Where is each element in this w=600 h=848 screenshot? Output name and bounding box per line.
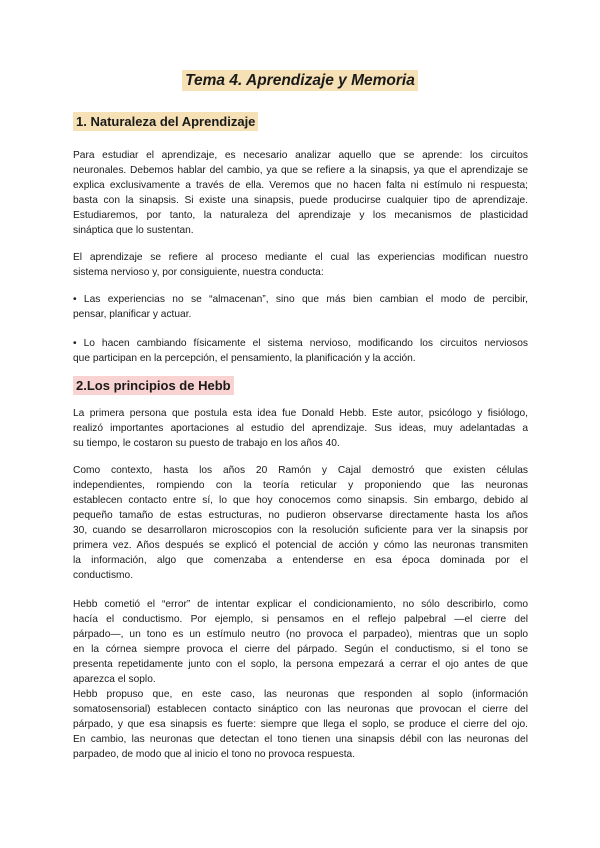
text-line: párpado—, un tono es un estímulo neutro (no provoca el parpadeo), mientras que un soplo (73, 629, 528, 640)
text-line: parpadeo, de modo que al inicio el tono no provoca respuesta. (73, 749, 356, 760)
bullet-item-1 (73, 292, 528, 322)
text-line: presenta repetidamente junto con el soplo, la persona empezará a cerrar el ojo antes de que (73, 659, 528, 670)
text-line: realizó importantes aportaciones al estudio del aprendizaje. Sus ideas, muy adelantadas a (73, 423, 528, 434)
text-line: Hebb cometió el “error” de intentar explicar el condicionamiento, no sólo describirlo, como (73, 599, 528, 610)
text-line: aparezca el soplo. (73, 674, 156, 685)
bullet-item-2 (73, 336, 528, 366)
text-line: en la córnea siempre provoca el cierre del párpado. Según el conductismo, si el tono se (73, 644, 528, 655)
text-line: basta con la sinapsis. Si existe una sinapsis, puede producirse cualquier tipo de aprendizaje. (73, 195, 528, 206)
text-line: neuronales. Debemos hablar del cambio, ya que se refiere a la sinapsis, ya que el aprendizaje se (73, 165, 528, 176)
text-line: somatosensorial) establecen contacto sináptico con las neuronas que provocan el cierre del (73, 704, 528, 715)
text-line: la información, algo que comenzaba a entenderse en esa época dominada por el (73, 555, 528, 566)
text-line: El aprendizaje se refiere al proceso mediante el cual las experiencias modifican nuestro (73, 252, 528, 263)
text-line: que participan en la percepción, el pensamiento, la planificación y la acción. (73, 353, 416, 364)
text-line: Estudiaremos, por tanto, la naturaleza del aprendizaje y los mecanismos de plasticidad (73, 210, 528, 221)
text-line: sistema nervioso y, por consiguiente, nuestra conducta: (73, 267, 324, 278)
text-line: pensar, planificar y actuar. (73, 309, 192, 320)
title-container (0, 70, 600, 91)
text-line: • Lo hacen cambiando físicamente el sistema nervioso, modificando los circuitos nerviosos (73, 338, 528, 349)
text-line: Hebb propuso que, en este caso, las neuronas que responden al soplo (información (73, 689, 528, 700)
section-heading-2: 2.Los principios de Hebb (73, 376, 234, 395)
paragraph-1-2 (73, 250, 528, 280)
text-line: Para estudiar el aprendizaje, es necesario analizar aquello que se aprende: los circuitos (73, 150, 528, 161)
text-line: primera vez. Años después se explicó el potencial de acción y cómo las neuronas transmiten (73, 540, 528, 551)
page-title: Tema 4. Aprendizaje y Memoria (182, 70, 418, 91)
text-line: establecen contacto entre sí, lo que hoy conocemos como sinapsis. Sin embargo, debido al (73, 495, 528, 506)
text-line: sináptica que lo sustentan. (73, 225, 194, 236)
paragraph-2-4 (73, 687, 528, 762)
text-line: pequeño tamaño de estas estructuras, no pudieron observarse directamente hasta los años (73, 510, 528, 521)
text-line: Como contexto, hasta los años 20 Ramón y Cajal demostró que existen células (73, 465, 528, 476)
text-line: La primera persona que postula esta idea fue Donald Hebb. Este autor, psicólogo y fisiólogo, (73, 408, 528, 419)
paragraph-2-2 (73, 463, 528, 583)
paragraph-2-3 (73, 597, 528, 687)
section-heading-1: 1. Naturaleza del Aprendizaje (73, 112, 258, 131)
text-line: • Las experiencias no se “almacenan”, sino que más bien cambian el modo de percibir, (73, 294, 528, 305)
text-line: hacía el conductismo. Por ejemplo, si pensamos en el reflejo palpebral —el cierre del (73, 614, 528, 625)
paragraph-1-1 (73, 148, 528, 238)
text-line: En cambio, las neuronas que detectan el tono tienen una sinapsis débil con las neuronas del (73, 734, 528, 745)
text-line: explica exclusivamente a través de ella. Veremos que no hacen falta ni estímulo ni respuesta; (73, 180, 528, 191)
text-line: conductismo. (73, 570, 134, 581)
text-line: 30, cuando se desarrollaron microscopios con la resolución suficiente para ver la sinapsis por (73, 525, 528, 536)
paragraph-2-1 (73, 406, 528, 451)
text-line: párpado, y que esa sinapsis es fuerte: siempre que llega el soplo, se produce el cierre del ojo. (73, 719, 528, 730)
text-line: independientes, rompiendo con la teoría reticular y proponiendo que las neuronas (73, 480, 528, 491)
text-line: su tiempo, le costaron su puesto de trabajo en los años 40. (73, 438, 340, 449)
